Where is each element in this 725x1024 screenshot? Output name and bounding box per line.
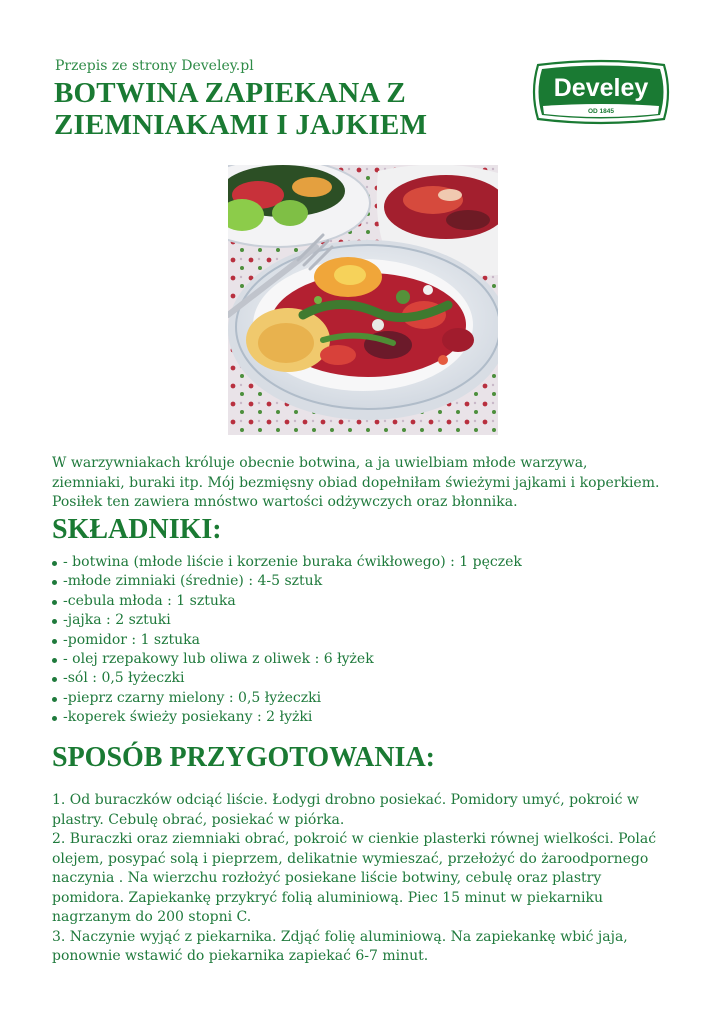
source-note: Przepis ze strony Develey.pl xyxy=(55,58,254,74)
intro-text: W warzywniakach króluje obecnie botwina, a ja uwielbiam młode warzywa, ziemniaki, buraki itp. Mój bezmięsny obiad dopełniłam świeżymi jajkami i koperkiem. Posiłek ten zawiera mnóstwo wartości odżywczych oraz błonnika. xyxy=(52,455,660,510)
recipe-title xyxy=(54,77,494,141)
ingredient-item: -pomidor : 1 sztuka xyxy=(52,631,652,650)
ingredients-list xyxy=(52,553,652,728)
logo-since-text: OD 1845 xyxy=(587,108,615,115)
ingredient-item: -koperek świeży posiekany : 2 łyżki xyxy=(52,708,652,727)
ingredient-item: -pieprz czarny mielony : 0,5 łyżeczki xyxy=(52,689,652,708)
preparation-step: 3. Naczynie wyjąć z piekarnika. Zdjąć folię aluminiową. Na zapiekankę wbić jaja, ponownie wstawić do piekarnika zapiekać 6-7 minut. xyxy=(52,928,628,964)
preparation-step: 2. Buraczki oraz ziemniaki obrać, pokroić w cienkie plasterki równej wielkości. Polać olejem, posypać solą i pieprzem, delikatnie wymieszać, przełożyć do żaroodpornego naczynia . Na wierzchu rozłożyć posiekane liście botwiny, cebulę oraz plastry pomidora. Zapiekankę przykryć folią aluminiową. Piec 15 minut w piekarniku nagrzanym do 200 stopni C. xyxy=(52,831,657,925)
dish-photo xyxy=(228,165,498,435)
logo-brand-text: Develey xyxy=(553,74,649,102)
ingredient-item: - olej rzepakowy lub oliwa z oliwek : 6 łyżek xyxy=(52,650,652,669)
recipe-title-line-1: BOTWINA ZAPIEKANA Z xyxy=(54,77,406,109)
develey-logo-badge xyxy=(530,59,672,125)
ingredients-heading: SKŁADNIKI: xyxy=(52,514,222,545)
ingredient-item: -jajka : 2 sztuki xyxy=(52,611,652,630)
recipe-title-line-2: ZIEMNIAKAMI I JAJKIEM xyxy=(54,109,428,141)
develey-logo xyxy=(530,59,672,125)
ingredient-item: -młode zimniaki (średnie) : 4-5 sztuk xyxy=(52,572,652,591)
preparation-heading: SPOSÓB PRZYGOTOWANIA: xyxy=(52,742,435,773)
preparation-step: 1. Od buraczków odciąć liście. Łodygi drobno posiekać. Pomidory umyć, pokroić w plastry. Cebulę obrać, posiekać w piórka. xyxy=(52,792,639,828)
ingredient-item: - botwina (młode liście i korzenie buraka ćwikłowego) : 1 pęczek xyxy=(52,553,652,572)
dish-photo-icon xyxy=(228,165,498,435)
ingredient-item: -cebula młoda : 1 sztuka xyxy=(52,592,652,611)
preparation-steps xyxy=(52,791,677,967)
ingredient-item: -sól : 0,5 łyżeczki xyxy=(52,669,652,688)
